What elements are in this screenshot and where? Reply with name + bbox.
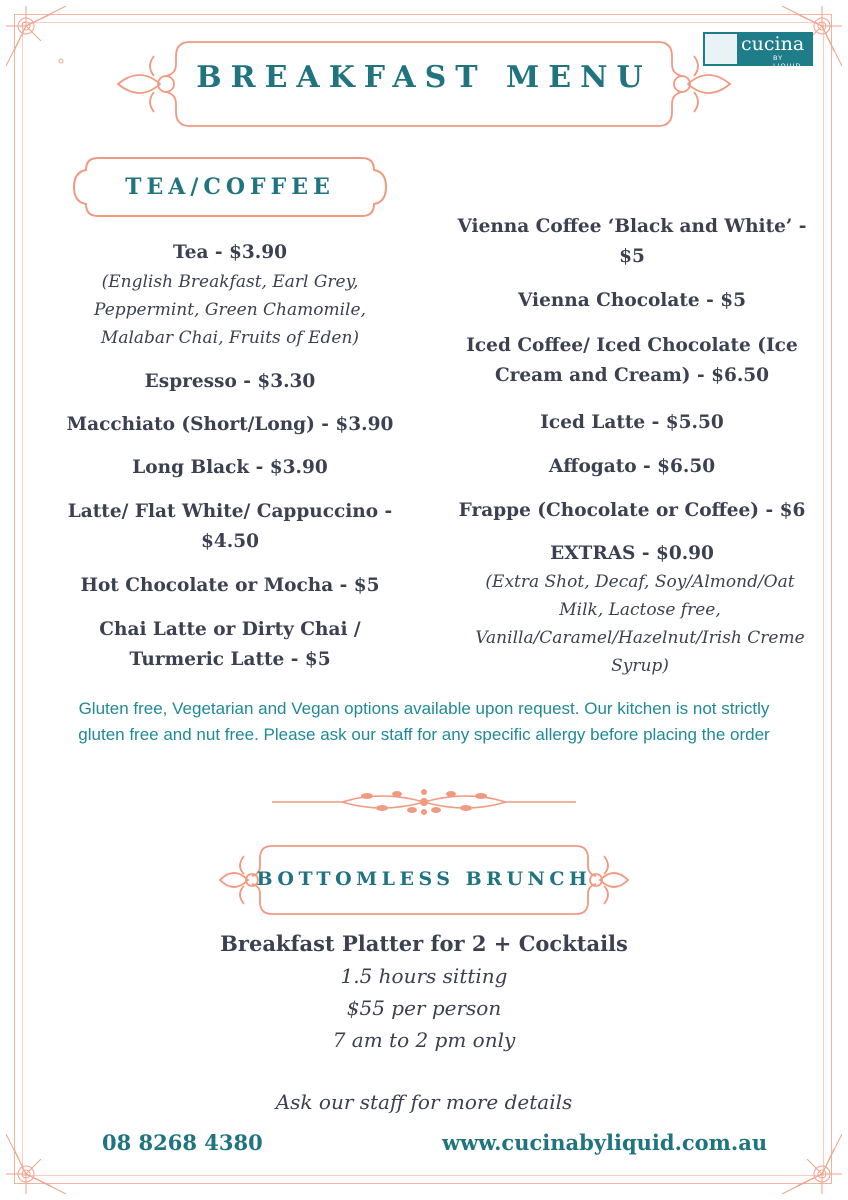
menu-item-iced-coffee: Iced Coffee/ Iced Chocolate (Ice Cream and Cream) - $6.50 [466,335,798,386]
menu-item-latte: Latte/ Flat White/ Cappuccino - $4.50 [67,501,393,552]
menu-item-iced-latte: Iced Latte - $5.50 [540,412,724,433]
page-title: BREAKFAST MENU [196,60,652,95]
brunch-title: Breakfast Platter for 2 + Cocktails [220,931,628,956]
dietary-allergy-note: Gluten free, Vegetarian and Vegan options available upon request. Our kitchen is not strictly gluten free and nut free. Please ask our staff for any specific allergy before placing the order [78,699,770,744]
menu-item-espresso: Espresso - $3.30 [144,371,316,392]
website-link[interactable]: www.cucinabyliquid.com.au [442,1130,768,1155]
menu-item-extras: EXTRAS - $0.90 [550,543,714,564]
corner-ornament-bottom-right [772,1124,842,1194]
menu-item-hot-chocolate: Hot Chocolate or Mocha - $5 [80,575,380,596]
menu-item-vienna-chocolate: Vienna Chocolate - $5 [518,290,746,311]
menu-item-macchiato: Macchiato (Short/Long) - $3.90 [66,414,394,435]
menu-item-long-black: Long Black - $3.90 [132,457,328,478]
menu-item-frappe: Frappe (Chocolate or Coffee) - $6 [458,500,806,521]
tea-coffee-heading: TEA/COFFEE [125,174,335,200]
tea-varieties-note: (English Breakfast, Earl Grey, Peppermint, Green Chamomile, Malabar Chai, Fruits of Eden) [94,272,366,348]
menu-item-chai-latte: Chai Latte or Dirty Chai / Turmeric Latte - $5 [99,619,361,670]
menu-item-tea: Tea - $3.90 [173,242,287,263]
brunch-price: $55 per person [346,996,502,1020]
brunch-hours: 7 am to 2 pm only [332,1028,516,1052]
corner-ornament-bottom-left [6,1124,76,1194]
brunch-sitting-duration: 1.5 hours sitting [340,964,508,988]
extras-options-note: (Extra Shot, Decaf, Soy/Almond/Oat Milk, Lactose free, Vanilla/Caramel/Hazelnut/Irish Creme Syrup) [475,572,805,676]
logo-name: cucina [741,33,805,55]
corner-ornament-top-left [6,6,76,76]
menu-item-affogato: Affogato - $6.50 [548,456,716,477]
phone-number[interactable]: 08 8268 4380 [102,1130,263,1155]
menu-item-vienna-coffee: Vienna Coffee ‘Black and White’ - $5 [457,216,807,267]
ask-staff-note: Ask our staff for more details [275,1090,573,1114]
floral-divider [272,784,576,820]
brunch-heading: BOTTOMLESS BRUNCH [256,868,592,890]
logo-subtitle: BY LIQUID [773,54,802,70]
